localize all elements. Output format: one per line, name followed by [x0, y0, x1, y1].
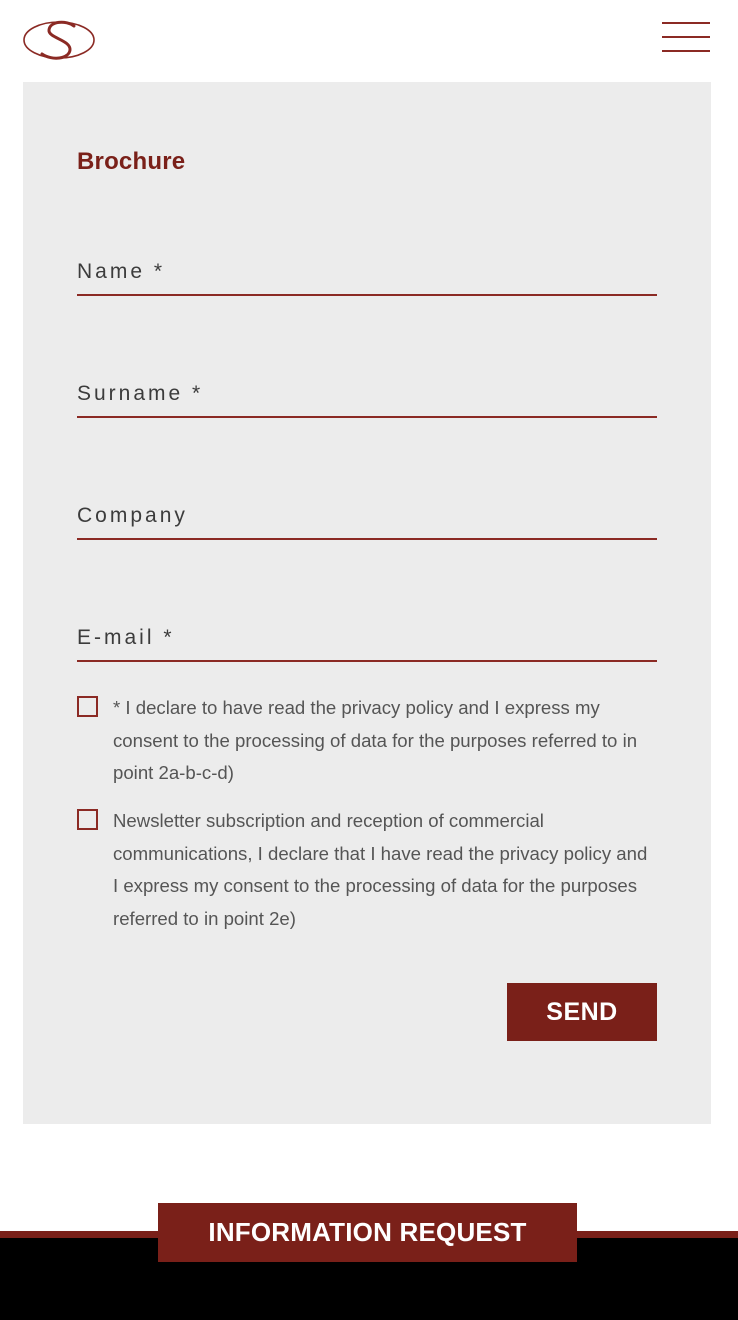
hamburger-menu-bar — [662, 50, 710, 52]
privacy-consent-checkbox[interactable] — [77, 696, 98, 717]
company-input[interactable] — [77, 500, 657, 538]
brochure-form-card — [23, 82, 711, 1124]
site-header — [0, 0, 738, 82]
name-input[interactable] — [77, 256, 657, 294]
company-field — [77, 500, 657, 540]
form-title: Brochure — [77, 148, 186, 175]
privacy-consent — [77, 692, 657, 790]
s-monogram-logo-icon[interactable] — [22, 18, 96, 62]
newsletter-consent — [77, 805, 657, 935]
surname-field — [77, 378, 657, 418]
hamburger-menu-bar — [662, 36, 710, 38]
information-request-button[interactable]: INFORMATION REQUEST — [158, 1203, 577, 1262]
email-field — [77, 622, 657, 662]
hamburger-menu-button[interactable] — [662, 22, 710, 54]
newsletter-consent-text: Newsletter subscription and reception of commercial communications, I declare that I have read the privacy policy and I express my consent to the processing of data for the purposes referred to in point 2e) — [113, 810, 648, 929]
name-field — [77, 256, 657, 296]
send-button[interactable]: SEND — [507, 983, 657, 1041]
privacy-consent-text: * I declare to have read the privacy policy and I express my consent to the processing of data for the purposes referred to in point 2a-b-c-d) — [113, 697, 638, 783]
hamburger-menu-icon — [662, 22, 710, 24]
surname-input[interactable] — [77, 378, 657, 416]
email-input[interactable] — [77, 622, 657, 660]
newsletter-consent-checkbox[interactable] — [77, 809, 98, 830]
